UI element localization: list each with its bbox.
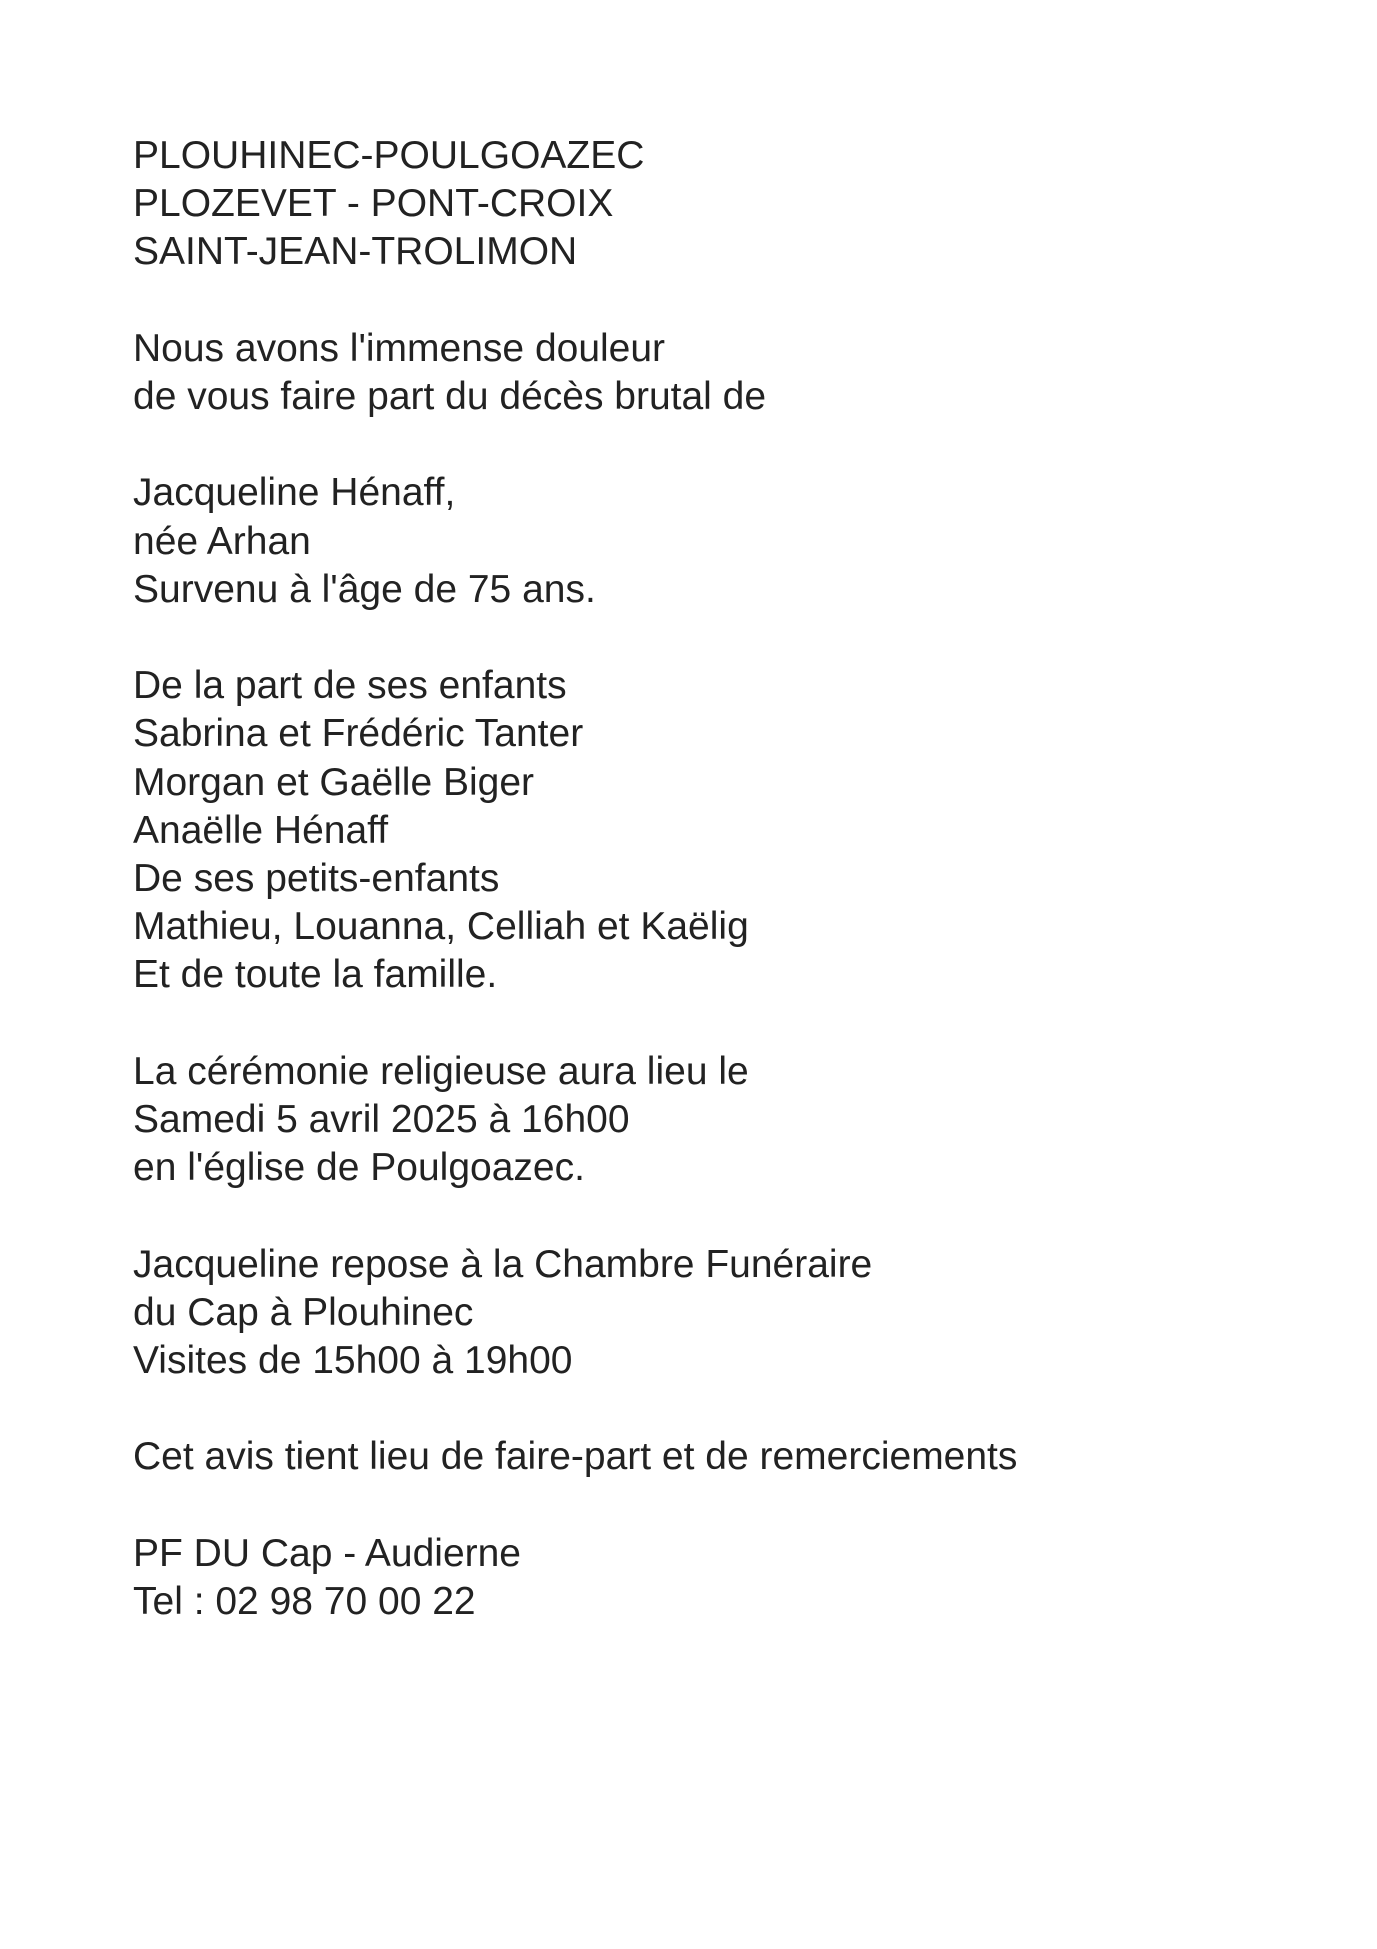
intro-block <box>133 325 1283 421</box>
funeral-home-phone: Tel : 02 98 70 00 22 <box>133 1579 476 1623</box>
notice-line: Cet avis tient lieu de faire-part et de remerciements <box>133 1435 1018 1479</box>
ceremony-line: La cérémonie religieuse aura lieu le <box>133 1049 749 1093</box>
ceremony-place: en l'église de Poulgoazec. <box>133 1146 585 1190</box>
funeral-home-block <box>133 1530 1283 1626</box>
ceremony-date: Samedi 5 avril 2025 à 16h00 <box>133 1098 630 1141</box>
visitation-hours: Visites de 15h00 à 19h00 <box>133 1339 573 1382</box>
family-line: De la part de ses enfants <box>133 664 567 708</box>
obituary-notice <box>133 132 1283 1674</box>
funeral-home-name: PF DU Cap - Audierne <box>133 1531 522 1575</box>
notice-block <box>133 1433 1283 1481</box>
location-line: SAINT-JEAN-TROLIMON <box>133 230 578 274</box>
deceased-name: Jacqueline Hénaff, <box>133 471 456 515</box>
family-line: Sabrina et Frédéric Tanter <box>133 712 584 756</box>
locations-block <box>133 132 1283 277</box>
location-line: PLOZEVET - PONT-CROIX <box>133 182 614 226</box>
intro-line: Nous avons l'immense douleur <box>133 326 666 370</box>
visitation-line: Jacqueline repose à la Chambre Funéraire <box>133 1242 873 1286</box>
family-line: De ses petits-enfants <box>133 857 500 900</box>
location-line: PLOUHINEC-POULGOAZEC <box>133 134 645 177</box>
visitation-block <box>133 1241 1283 1386</box>
family-line: Et de toute la famille. <box>133 953 498 997</box>
visitation-line: du Cap à Plouhinec <box>133 1290 474 1334</box>
family-line: Anaëlle Hénaff <box>133 808 389 852</box>
maiden-name: née Arhan <box>133 519 311 563</box>
intro-line: de vous faire part du décès brutal de <box>133 375 767 418</box>
age-line: Survenu à l'âge de 75 ans. <box>133 567 596 611</box>
ceremony-block <box>133 1048 1283 1193</box>
deceased-block <box>133 469 1283 614</box>
family-block <box>133 662 1283 999</box>
family-line: Mathieu, Louanna, Celliah et Kaëlig <box>133 905 749 949</box>
family-line: Morgan et Gaëlle Biger <box>133 760 535 804</box>
